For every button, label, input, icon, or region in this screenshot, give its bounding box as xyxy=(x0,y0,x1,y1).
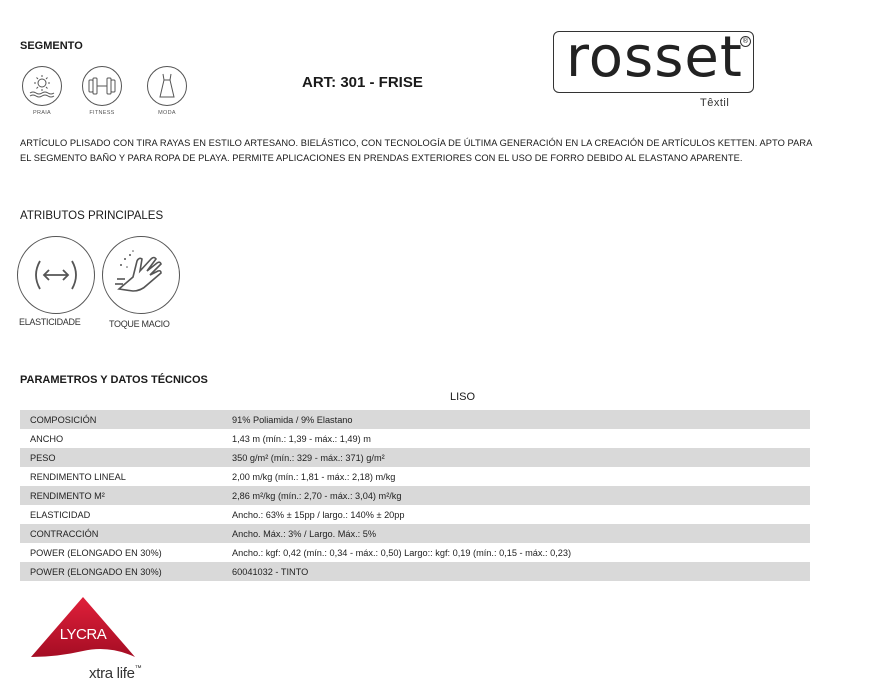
lycra-logo xyxy=(27,595,139,661)
spec-key: PESO xyxy=(20,448,222,467)
spec-key: RENDIMENTO LINEAL xyxy=(30,471,126,482)
segment-title: SEGMENTO xyxy=(20,40,83,52)
segment-label-praia: PRAIA xyxy=(32,110,51,116)
spec-key: CONTRACCIÓN xyxy=(20,524,222,543)
sun-waves-icon xyxy=(22,66,62,106)
registered-mark: ® xyxy=(740,36,751,47)
article-title: ART: 301 - FRISE xyxy=(302,74,423,91)
segment-label-moda: MODA xyxy=(158,110,176,116)
elasticity-arrows-icon xyxy=(17,236,95,314)
article-description: ARTÍCULO PLISADO CON TIRA RAYAS EN ESTILO ARTESANO. BIELÁSTICO, CON TECNOLOGÍA DE ÚLTIMA GENERACIÓN EN LA CREACIÓN DE ARTÍCULOS KETTEN. APTO PARA EL SEGMENTO BAÑO Y PARA ROPA DE PLAYA. PERMITE APLICACIONES EN PRENDAS EXTERIORES CON EL USO DE FORRO DEBIDO AL ELASTANO APARENTE. xyxy=(20,138,812,164)
trademark-mark: ™ xyxy=(134,665,142,672)
attributes-title: ATRIBUTOS PRINCIPALES xyxy=(20,210,164,222)
spec-value: 60041032 - TINTO xyxy=(222,562,810,581)
lycra-sub xyxy=(89,665,141,682)
spec-value: Ancho. Máx.: 3% / Largo. Máx.: 5% xyxy=(222,524,810,543)
spec-key: POWER (ELONGADO EN 30%) xyxy=(30,547,162,558)
spec-value: Ancho.: 63% ± 15pp / largo.: 140% ± 20pp xyxy=(232,509,405,520)
dumbbell-icon xyxy=(82,66,122,106)
spec-key: COMPOSICIÓN xyxy=(20,410,222,429)
spec-table xyxy=(20,410,810,581)
table-row xyxy=(20,524,810,543)
attribute-label-elasticidade: ELASTICIDADE xyxy=(19,317,81,327)
table-row xyxy=(20,429,810,448)
table-row xyxy=(20,543,810,562)
table-row xyxy=(20,562,810,581)
table-row xyxy=(20,467,810,486)
params-title: PARAMETROS Y DATOS TÉCNICOS xyxy=(20,374,208,386)
spec-key: RENDIMENTO M² xyxy=(20,486,222,505)
spec-key: POWER (ELONGADO EN 30%) xyxy=(20,562,222,581)
attribute-label-toque-macio: TOQUE MACIO xyxy=(109,319,170,329)
spec-value: Ancho.: kgf: 0,42 (mín.: 0,34 - máx.: 0,50) Largo:: kgf: 0,19 (mín.: 0,15 - máx.: 0,23) xyxy=(232,547,572,558)
rosset-logo-sub: Têxtil xyxy=(700,97,730,109)
spec-value: 2,00 m/kg (mín.: 1,81 - máx.: 2,18) m/kg xyxy=(232,471,396,482)
soft-touch-hand-icon xyxy=(102,236,180,314)
lycra-logo-text: LYCRA xyxy=(59,626,107,643)
segment-label-fitness: FITNESS xyxy=(89,110,115,116)
dress-icon xyxy=(147,66,187,106)
table-row xyxy=(20,486,810,505)
rosset-logo: rosset xyxy=(566,25,743,90)
table-row xyxy=(20,410,810,429)
spec-key: ANCHO xyxy=(30,433,64,444)
spec-value: 1,43 m (mín.: 1,39 - máx.: 1,49) m xyxy=(232,433,371,444)
spec-value: 350 g/m² (mín.: 329 - máx.: 371) g/m² xyxy=(222,448,810,467)
spec-value: 2,86 m²/kg (mín.: 2,70 - máx.: 3,04) m²/kg xyxy=(222,486,810,505)
spec-value: 91% Poliamida / 9% Elastano xyxy=(222,410,810,429)
table-row xyxy=(20,448,810,467)
spec-key: ELASTICIDAD xyxy=(30,509,91,520)
lycra-sub-text: xtra life xyxy=(89,665,135,682)
params-column-header: LISO xyxy=(450,391,476,403)
table-row xyxy=(20,505,810,524)
